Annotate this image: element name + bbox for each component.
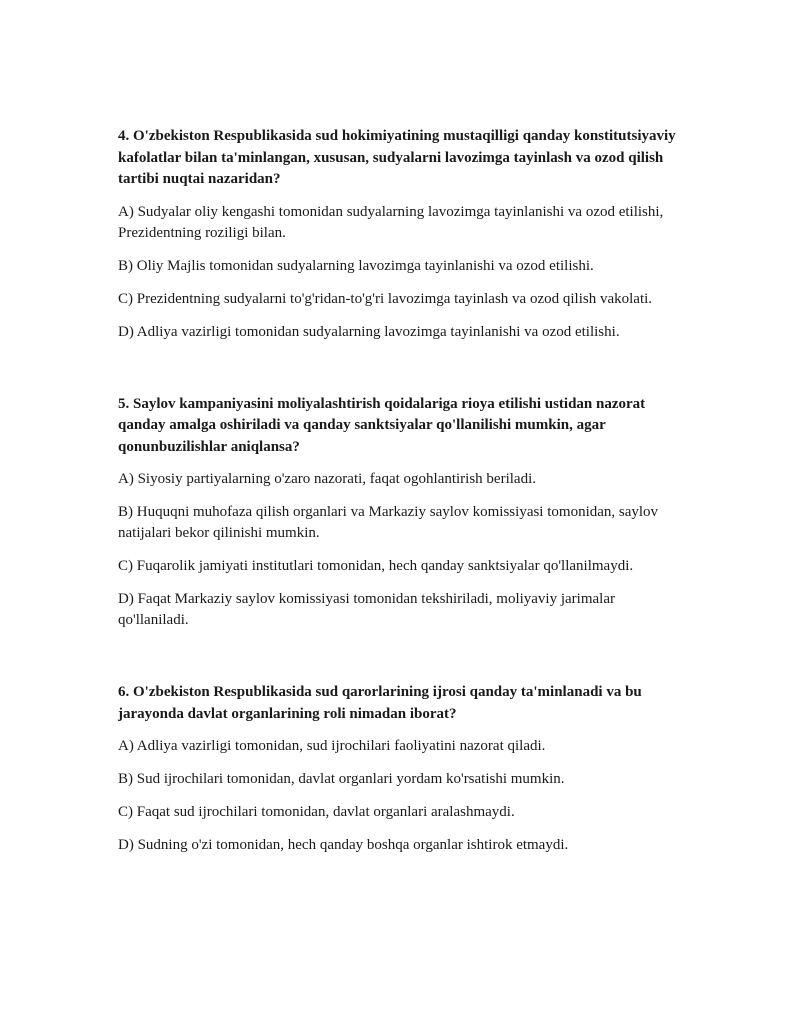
option-b: B) Huquqni muhofaza qilish organlari va Markaziy saylov komissiyasi tomonidan, saylov natijalari bekor qilinishi mumkin.	[118, 504, 659, 541]
option-a: A) Siyosiy partiyalarning o'zaro nazorati, faqat ogohlantirish beriladi.	[118, 471, 536, 487]
option-c: C) Prezidentning sudyalarni to'g'ridan-to'g'ri lavozimga tayinlash va ozod qilish vakolati.	[118, 290, 653, 307]
option-d: D) Adliya vazirligi tomonidan sudyalarning lavozimga tayinlanishi va ozod etilishi.	[118, 323, 620, 340]
question-text: 4. O'zbekiston Respublikasida sud hokimiyatining mustaqilligi qanday konstitutsiyaviy kafolatlar bilan ta'minlangan, xususan, sudyalarni lavozimga tayinlash va ozod qilish tartibi nuqtai nazaridan?	[118, 128, 676, 187]
question-text: 5. Saylov kampaniyasini moliyalashtirish qoidalariga rioya etilishi ustidan nazorat qanday amalga oshiriladi va qanday sanktsiyalar qo'llanilishi mumkin, agar qonunbuzilishlar aniqlansa?	[118, 395, 646, 455]
option-b: B) Oliy Majlis tomonidan sudyalarning lavozimga tayinlanishi va ozod etilishi.	[118, 257, 594, 274]
question-4	[118, 126, 688, 343]
option-a: A) Adliya vazirligi tomonidan, sud ijrochilari faoliyatini nazorat qiladi.	[118, 738, 546, 754]
option-d: D) Faqat Markaziy saylov komissiyasi tomonidan tekshiriladi, moliyaviy jarimalar qo'llaniladi.	[118, 591, 615, 628]
option-d: D) Sudning o'zi tomonidan, hech qanday boshqa organlar ishtirok etmaydi.	[118, 837, 569, 853]
option-c: C) Faqat sud ijrochilari tomonidan, davlat organlari aralashmaydi.	[118, 804, 515, 820]
option-a: A) Sudyalar oliy kengashi tomonidan sudyalarning lavozimga tayinlanishi va ozod etilishi, Prezidentning roziligi bilan.	[118, 203, 664, 241]
question-text: 6. O'zbekiston Respublikasida sud qarorlarining ijrosi qanday ta'minlanadi va bu jarayonda davlat organlarining roli nimadan iborat?	[118, 684, 642, 722]
question-6	[118, 682, 688, 856]
document-page	[118, 126, 688, 868]
option-b: B) Sud ijrochilari tomonidan, davlat organlari yordam ko'rsatishi mumkin.	[118, 771, 565, 787]
question-5	[118, 394, 688, 632]
option-c: C) Fuqarolik jamiyati institutlari tomonidan, hech qanday sanktsiyalar qo'llanilmaydi.	[118, 558, 634, 574]
